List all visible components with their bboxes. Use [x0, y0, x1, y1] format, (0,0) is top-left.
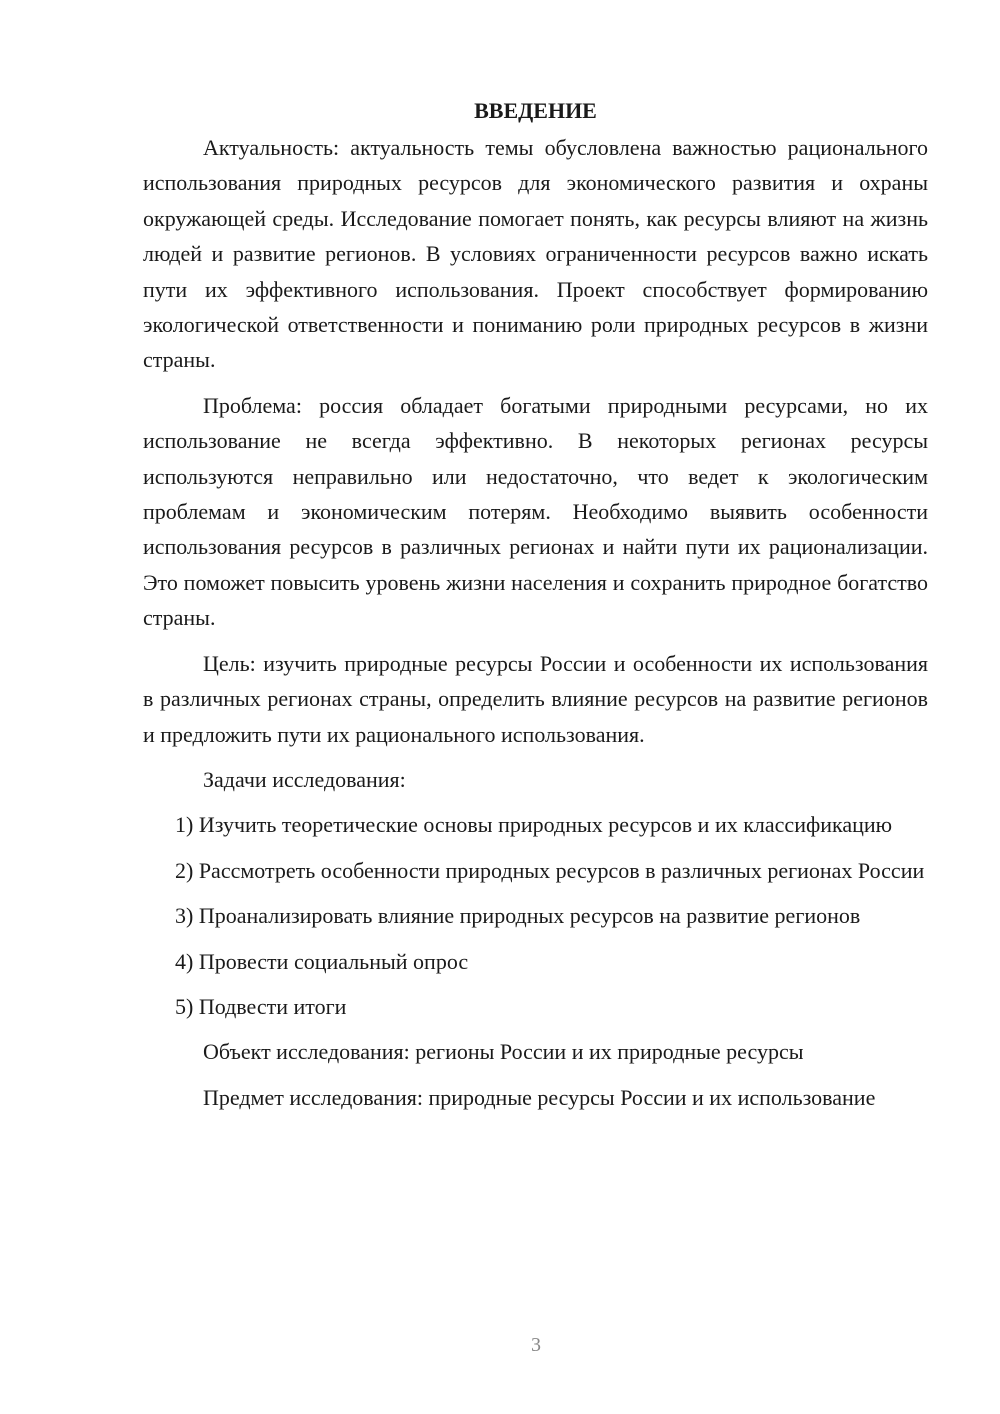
research-object: Объект исследования: регионы России и их природные ресурсы — [203, 1039, 804, 1065]
problem-paragraph: Проблема: россия обладает богатыми природными ресурсами, но их использование не всегда эффективно. В некоторых регионах ресурсы используются неправильно или недостаточно, что ведет к экологическим проблемам и экономическим потерям. Необходимо выявить особенности использования ресурсов в различных регионах и найти пути их рационализации. Это поможет повысить уровень жизни населения и сохранить природное богатство страны. — [143, 392, 928, 631]
list-item: 5) Подвести итоги — [175, 993, 347, 1019]
list-item: 2) Рассмотреть особенности природных ресурсов в различных регионах России — [175, 857, 925, 883]
list-item: 1) Изучить теоретические основы природных ресурсов и их классификацию — [175, 812, 893, 838]
page-number: 3 — [531, 1334, 541, 1356]
page-body — [143, 96, 928, 1125]
tasks-list — [143, 807, 928, 1024]
tasks-heading: Задачи исследования: — [203, 766, 406, 792]
research-subject: Предмет исследования: природные ресурсы России и их использование — [203, 1084, 876, 1110]
goal-paragraph: Цель: изучить природные ресурсы России и особенности их использования в различных регионах страны, определить влияние ресурсов на развитие регионов и предложить пути их рационального использования. — [143, 650, 928, 747]
list-item: 3) Проанализировать влияние природных ресурсов на развитие регионов — [175, 903, 861, 929]
page-title: ВВЕДЕНИЕ — [474, 98, 597, 123]
list-item: 4) Провести социальный опрос — [175, 948, 469, 974]
relevance-paragraph: Актуальность: актуальность темы обусловлена важностью рационального использования природных ресурсов для экономического развития и охраны окружающей среды. Исследование помогает понять, как ресурсы влияют на жизнь людей и развитие регионов. В условиях ограниченности ресурсов важно искать пути их эффективного использования. Проект способствует формированию экологической ответственности и пониманию роли природных ресурсов в жизни страны. — [143, 135, 928, 373]
